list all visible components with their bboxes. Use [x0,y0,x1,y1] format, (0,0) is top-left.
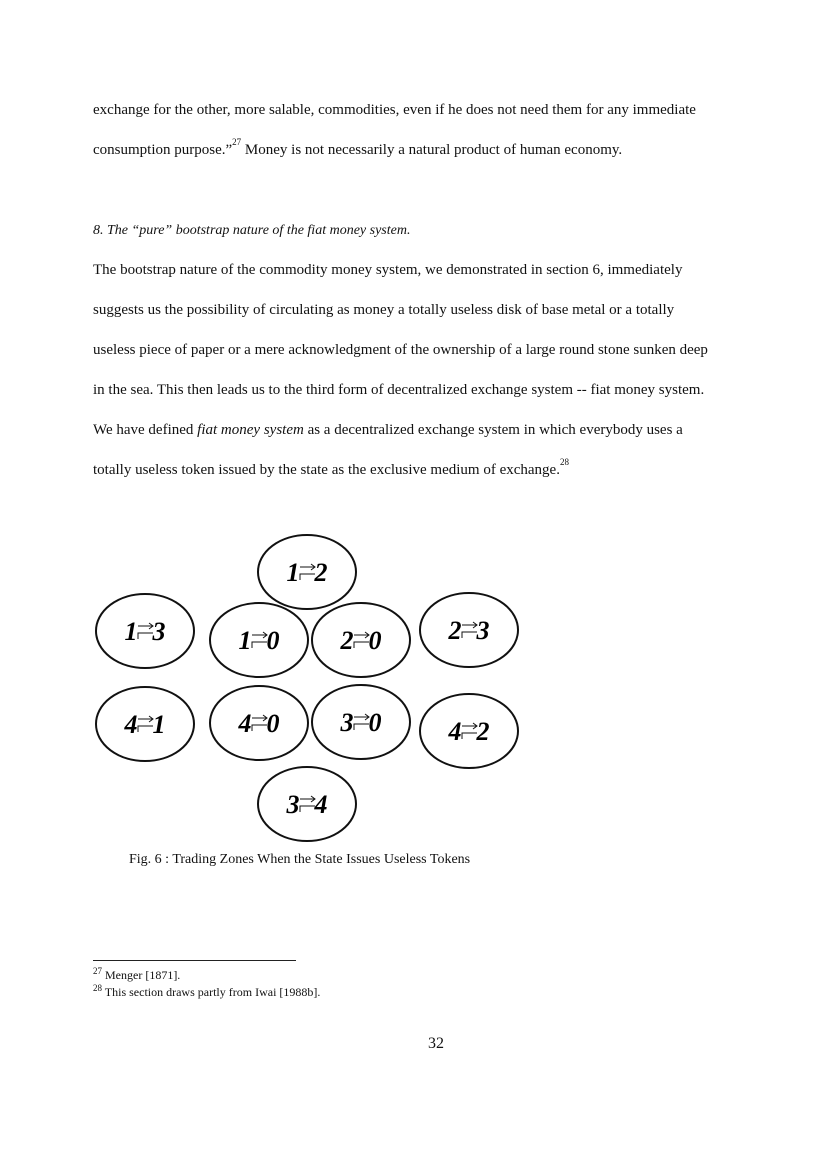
exchange-arrow-icon [300,564,315,580]
text-span: totally useless token issued by the state as the exclusive medium of exchange. [93,462,560,478]
zone-label-b: 1 [152,710,166,739]
page-number: 32 [428,1035,444,1052]
zone-label-b: 0 [266,709,280,738]
zone-label-b: 0 [368,708,382,737]
trading-zone [210,603,308,677]
trading-zone [420,593,518,667]
trading-zone [258,535,356,609]
zone-label-b: 3 [476,616,490,645]
exchange-arrow-icon [462,723,477,739]
zone-ellipse [420,694,518,768]
trading-zone [420,694,518,768]
zone-ellipse [312,685,410,759]
exchange-arrow-icon [300,796,315,812]
exchange-arrow-icon [354,632,369,648]
trading-zone [96,594,194,668]
zone-label-a: 4 [448,717,462,746]
zone-ellipse [420,593,518,667]
zone-label-a: 2 [340,626,354,655]
zone-ellipse [96,687,194,761]
zone-label-b: 3 [152,617,166,646]
trading-zone [210,686,308,760]
zone-label-b: 2 [476,717,490,746]
footnote-number: 28 [93,983,102,993]
zone-label-a: 4 [124,710,138,739]
zone-label-b: 0 [368,626,382,655]
text-span: Money is not necessarily a natural product of human economy. [241,142,623,158]
footnote-27 [93,968,180,983]
exchange-arrow-icon [252,715,267,731]
section-heading: 8. The “pure” bootstrap nature of the fiat money system. [93,223,411,238]
trading-zone [312,603,410,677]
zone-ellipse [312,603,410,677]
text-line: The bootstrap nature of the commodity money system, we demonstrated in section 6, immediately [93,262,683,278]
footnote-ref-27: 27 [232,137,242,147]
exchange-arrow-icon [354,714,369,730]
trading-zone [312,685,410,759]
footnote-28 [93,985,320,1000]
zone-ellipse [96,594,194,668]
text-span: consumption purpose.” [93,142,233,158]
text-line: useless piece of paper or a mere acknowledgment of the ownership of a large round stone sunken deep [93,342,708,358]
footnote-ref-28: 28 [559,457,569,467]
term-fiat-money-system: fiat money system [197,422,304,438]
trading-zone [258,767,356,841]
trading-zone [96,687,194,761]
zone-label-a: 4 [238,709,252,738]
zone-label-a: 2 [448,616,462,645]
text-span: We have defined [93,422,198,438]
text-line: suggests us the possibility of circulating as money a totally useless disk of base metal or a totally [93,302,675,318]
zone-label-a: 3 [340,708,354,737]
zone-label-a: 1 [286,558,300,587]
footnote-text: Menger [1871]. [102,968,181,982]
zone-label-b: 4 [314,790,328,819]
exchange-arrow-icon [462,622,477,638]
zone-label-b: 0 [266,626,280,655]
zone-ellipse [210,603,308,677]
zone-ellipse [210,686,308,760]
zone-ellipse [258,535,356,609]
text-span: as a decentralized exchange system in which everybody uses a [303,422,683,438]
text-line: in the sea. This then leads us to the third form of decentralized exchange system -- fiat money system. [93,382,705,398]
zone-label-b: 2 [314,558,328,587]
footnote-rule [93,960,296,961]
footnote-text: This section draws partly from Iwai [1988b]. [102,985,321,999]
footnote-number: 27 [93,966,102,976]
exchange-arrow-icon [138,716,153,732]
zone-ellipse [258,767,356,841]
zone-label-a: 3 [286,790,300,819]
zone-label-a: 1 [238,626,252,655]
figure-caption: Fig. 6 : Trading Zones When the State Issues Useless Tokens [129,852,471,867]
text-line: exchange for the other, more salable, commodities, even if he does not need them for any immediate [93,102,696,118]
zone-label-a: 1 [124,617,138,646]
exchange-arrow-icon [138,623,153,639]
exchange-arrow-icon [252,632,267,648]
